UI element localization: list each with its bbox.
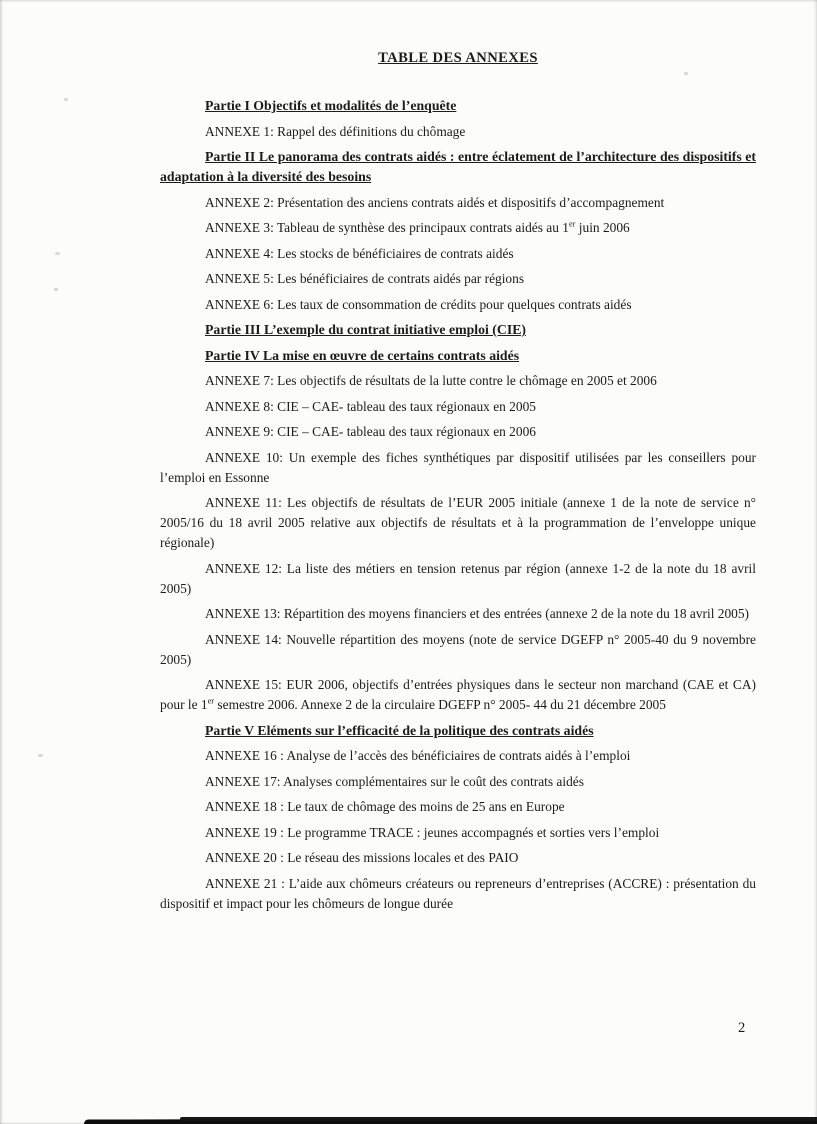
annexe-entry-3: [160, 218, 756, 238]
annexe-entry-16: ANNEXE 16 : Analyse de l’accès des bénéficiaires de contrats aidés à l’emploi: [205, 748, 631, 763]
annexe-entry-7: ANNEXE 7: Les objectifs de résultats de la lutte contre le chômage en 2005 et 2006: [205, 373, 657, 388]
scan-artifact-speck: [55, 252, 60, 255]
scan-artifact-speck: [64, 98, 68, 101]
superscript-ordinal: er: [568, 219, 576, 229]
part-heading-5: Partie V Eléments sur l’efficacité de la politique des contrats aidés: [205, 722, 594, 738]
annexe-entry-9: ANNEXE 9: CIE – CAE- tableau des taux régionaux en 2006: [205, 424, 536, 439]
annexe-entry-14: ANNEXE 14: Nouvelle répartition des moyens (note de service DGEFP n° 2005-40 du 9 novembre 2005): [160, 631, 756, 667]
annexe-entry-20: ANNEXE 20 : Le réseau des missions locales et des PAIO: [205, 850, 519, 865]
scan-artifact-speck: [684, 72, 688, 75]
annexe-entry-1: ANNEXE 1: Rappel des définitions du chômage: [205, 123, 466, 139]
annexe-entry-18: ANNEXE 18 : Le taux de chômage des moins de 25 ans en Europe: [205, 799, 565, 814]
annexe-entry-10: ANNEXE 10: Un exemple des fiches synthétiques par dispositif utilisées par les conseillers pour l’emploi en Essonne: [160, 449, 756, 485]
annexe-entry-5: ANNEXE 5: Les bénéficiaires de contrats aidés par régions: [205, 271, 525, 286]
annexe-text: juin 2006: [575, 220, 630, 235]
part-heading-4: Partie IV La mise en œuvre de certains contrats aidés: [205, 347, 520, 363]
part-heading-1: Partie I Objectifs et modalités de l’enquête: [205, 98, 457, 113]
annexe-entry-6: ANNEXE 6: Les taux de consommation de crédits pour quelques contrats aidés: [205, 296, 632, 312]
annexe-entry-2: ANNEXE 2: Présentation des anciens contrats aidés et dispositifs d’accompagnement: [205, 194, 665, 210]
scan-artifact-speck: [54, 288, 58, 291]
annexe-entry-21: ANNEXE 21 : L’aide aux chômeurs créateurs ou repreneurs d’entreprises (ACCRE) : présentation du dispositif et impact pour les chômeurs de longue durée: [160, 875, 756, 911]
annexe-entry-17: ANNEXE 17: Analyses complémentaires sur le coût des contrats aidés: [205, 773, 584, 789]
annexe-entry-12: ANNEXE 12: La liste des métiers en tension retenus par région (annexe 1-2 de la note du 18 avril 2005): [160, 560, 756, 596]
annexe-entry-19: ANNEXE 19 : Le programme TRACE : jeunes accompagnés et sorties vers l’emploi: [205, 824, 660, 840]
document-content: [160, 48, 756, 919]
annexe-entry-11: ANNEXE 11: Les objectifs de résultats de l’EUR 2005 initiale (annexe 1 de la note de service n° 2005/16 du 18 avril 2005 relative aux objectifs de résultats et à la programmation de l’enveloppe unique régionale): [160, 495, 756, 550]
document-title: TABLE DES ANNEXES: [378, 50, 538, 66]
superscript-ordinal: er: [207, 696, 215, 706]
part-heading-3: Partie III L’exemple du contrat initiative emploi (CIE): [205, 322, 526, 337]
annexe-entry-8: ANNEXE 8: CIE – CAE- tableau des taux régionaux en 2005: [205, 398, 536, 414]
annexe-entry-15: [160, 675, 756, 715]
annexe-text: semestre 2006. Annexe 2 de la circulaire DGEFP n° 2005- 44 du 21 décembre 2005: [214, 697, 666, 712]
page-number: 2: [738, 1020, 746, 1036]
annexe-entry-4: ANNEXE 4: Les stocks de bénéficiaires de contrats aidés: [205, 245, 514, 261]
annexe-text: ANNEXE 15: EUR 2006, objectifs d’entrées physiques dans le secteur non marchand (CAE et CA) pour le 1: [160, 677, 756, 712]
part-heading-2: Partie II Le panorama des contrats aidés : entre éclatement de l’architecture des dispositifs et adaptation à la diversité des besoins: [160, 149, 756, 184]
scan-artifact-speck: [38, 754, 43, 757]
annexe-text: ANNEXE 3: Tableau de synthèse des principaux contrats aidés au 1: [205, 220, 569, 235]
scan-artifact-bottom-streak: [180, 1117, 817, 1121]
annexe-entry-13: ANNEXE 13: Répartition des moyens financiers et des entrées (annexe 2 de la note du 18 avril 2005): [205, 606, 750, 621]
